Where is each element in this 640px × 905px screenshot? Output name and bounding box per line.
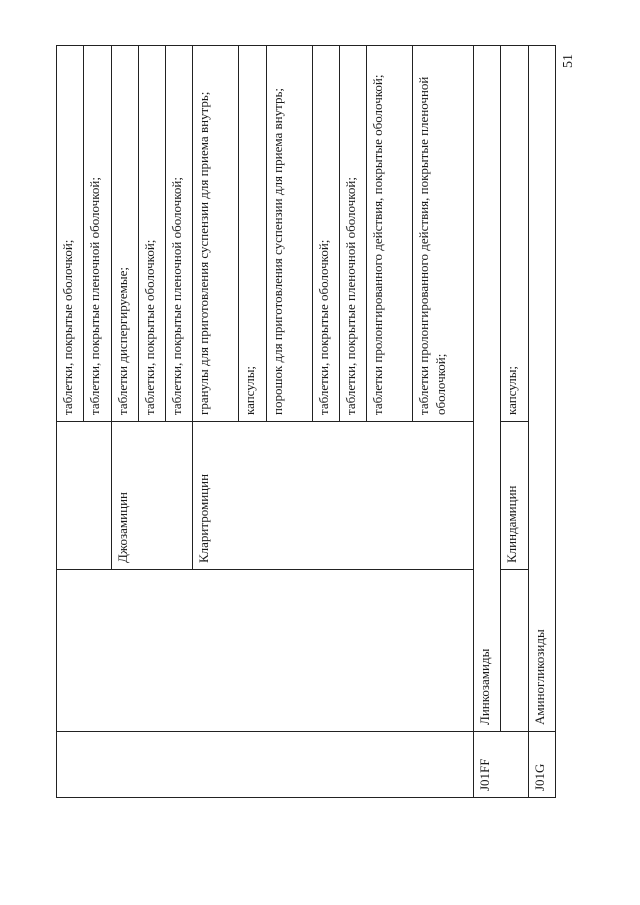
dosage-form-cell: таблетки, покрытые оболочкой; xyxy=(138,46,165,422)
table-row xyxy=(501,46,528,798)
dosage-form-cell: таблетки пролонгированного действия, покрытые оболочкой; xyxy=(367,46,413,422)
dosage-form-cell: таблетки диспергируемые; xyxy=(111,46,138,422)
rotated-table-sheet xyxy=(56,46,556,798)
atc-code-cell xyxy=(57,732,474,798)
table-row xyxy=(474,46,501,798)
drug-name-cell: Кларитромицин xyxy=(193,422,474,570)
dosage-form-cell: гранулы для приготовления суспензии для приема внутрь; xyxy=(193,46,239,422)
dosage-form-cell: капсулы; xyxy=(239,46,266,422)
atc-code-cell: J01G xyxy=(528,732,555,798)
dosage-form-cell: порошок для приготовления суспензии для приема внутрь; xyxy=(266,46,312,422)
table-row xyxy=(528,46,555,798)
dosage-form-cell: таблетки, покрытые оболочкой; xyxy=(57,46,84,422)
dosage-form-cell: капсулы; xyxy=(501,46,528,422)
group-cell xyxy=(501,570,528,732)
group-cell xyxy=(57,570,474,732)
group-cell: Аминогликозиды xyxy=(528,46,555,732)
dosage-form-cell: таблетки, покрытые пленочной оболочкой; xyxy=(84,46,111,422)
page-number: 51 xyxy=(561,54,576,68)
dosage-form-cell: таблетки, покрытые оболочкой; xyxy=(312,46,339,422)
drug-name-cell xyxy=(57,422,112,570)
drug-name-cell: Клиндамицин xyxy=(501,422,528,570)
dosage-form-cell: таблетки, покрытые пленочной оболочкой; xyxy=(166,46,193,422)
atc-code-cell: J01FF xyxy=(474,732,529,798)
dosage-form-cell: таблетки пролонгированного действия, покрытые пленочной оболочкой; xyxy=(413,46,474,422)
table-row xyxy=(57,46,84,798)
dosage-form-cell: таблетки, покрытые пленочной оболочкой; xyxy=(340,46,367,422)
drug-name-cell: Джозамицин xyxy=(111,422,193,570)
group-cell: Линкозамиды xyxy=(474,46,501,732)
drug-table xyxy=(56,45,556,798)
